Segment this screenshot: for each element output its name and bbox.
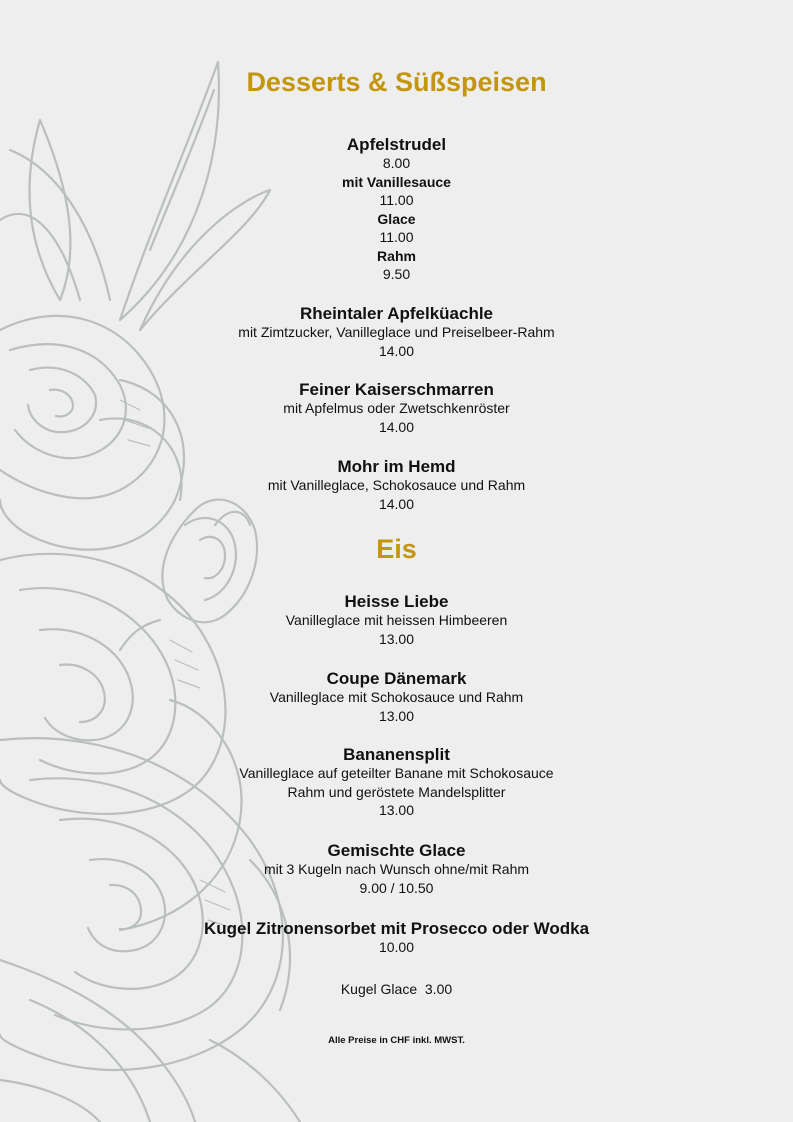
item-description-continued: Rahm und geröstete Mandelsplitter bbox=[287, 783, 506, 800]
item-description: Vanilleglace mit heissen Himbeeren bbox=[285, 612, 508, 628]
item-name: Gemischte Glace bbox=[327, 841, 466, 860]
item-description: mit Vanilleglace, Schokosauce und Rahm bbox=[267, 477, 526, 493]
item-price: 14.00 bbox=[378, 418, 415, 435]
price-footnote: Alle Preise in CHF inkl. MWST. bbox=[328, 1035, 465, 1046]
item-price: 14.00 bbox=[378, 495, 415, 512]
item-name: Rheintaler Apfelküachle bbox=[299, 304, 494, 323]
item-price: 13.00 bbox=[378, 802, 415, 818]
item-name: Coupe Dänemark bbox=[326, 669, 467, 688]
item-price: 13.00 bbox=[378, 707, 415, 724]
eis-section-title: Eis bbox=[376, 534, 417, 564]
item-price: 9.00 / 10.50 bbox=[359, 879, 434, 896]
item-name: Apfelstrudel bbox=[346, 135, 447, 154]
item-price: 10.00 bbox=[378, 939, 415, 955]
menu-item bbox=[0, 841, 793, 897]
variant-label: mit Vanillesauce bbox=[342, 173, 451, 190]
item-description: mit 3 Kugeln nach Wunsch ohne/mit Rahm bbox=[263, 861, 530, 877]
variant-label: Glace bbox=[377, 210, 416, 227]
menu-item bbox=[0, 592, 793, 648]
item-description: mit Zimtzucker, Vanilleglace und Preiselbeer-Rahm bbox=[238, 324, 555, 340]
item-name: Bananensplit bbox=[343, 745, 450, 764]
item-price: 13.00 bbox=[378, 630, 415, 647]
menu-item bbox=[0, 304, 793, 360]
item-price: 14.00 bbox=[378, 342, 415, 359]
menu-item bbox=[0, 380, 793, 436]
item-name: Feiner Kaiserschmarren bbox=[299, 380, 494, 399]
item-description: Vanilleglace mit Schokosauce und Rahm bbox=[269, 689, 524, 705]
desserts-section-title: Desserts & Süßspeisen bbox=[246, 67, 547, 97]
kugel-glace-price bbox=[0, 980, 793, 999]
item-name: Kugel Zitronensorbet mit Prosecco oder Wodka bbox=[203, 919, 590, 938]
menu-item bbox=[0, 457, 793, 513]
item-description: mit Apfelmus oder Zwetschkenröster bbox=[283, 400, 510, 416]
variant-price: 11.00 bbox=[379, 192, 414, 208]
item-name: Mohr im Hemd bbox=[337, 457, 456, 476]
item-price: 8.00 bbox=[382, 155, 411, 171]
item-description: Vanilleglace auf geteilter Banane mit Schokosauce bbox=[239, 765, 554, 781]
variant-price: 9.50 bbox=[382, 266, 411, 282]
menu-item-apfelstrudel bbox=[0, 135, 793, 284]
menu-item bbox=[0, 919, 793, 957]
menu-item bbox=[0, 745, 793, 820]
variant-label: Rahm bbox=[377, 247, 416, 264]
item-name: Heisse Liebe bbox=[344, 592, 449, 611]
menu-item bbox=[0, 669, 793, 725]
kugel-glace-line: Kugel Glace 3.00 bbox=[340, 981, 453, 997]
variant-price: 11.00 bbox=[379, 229, 414, 245]
